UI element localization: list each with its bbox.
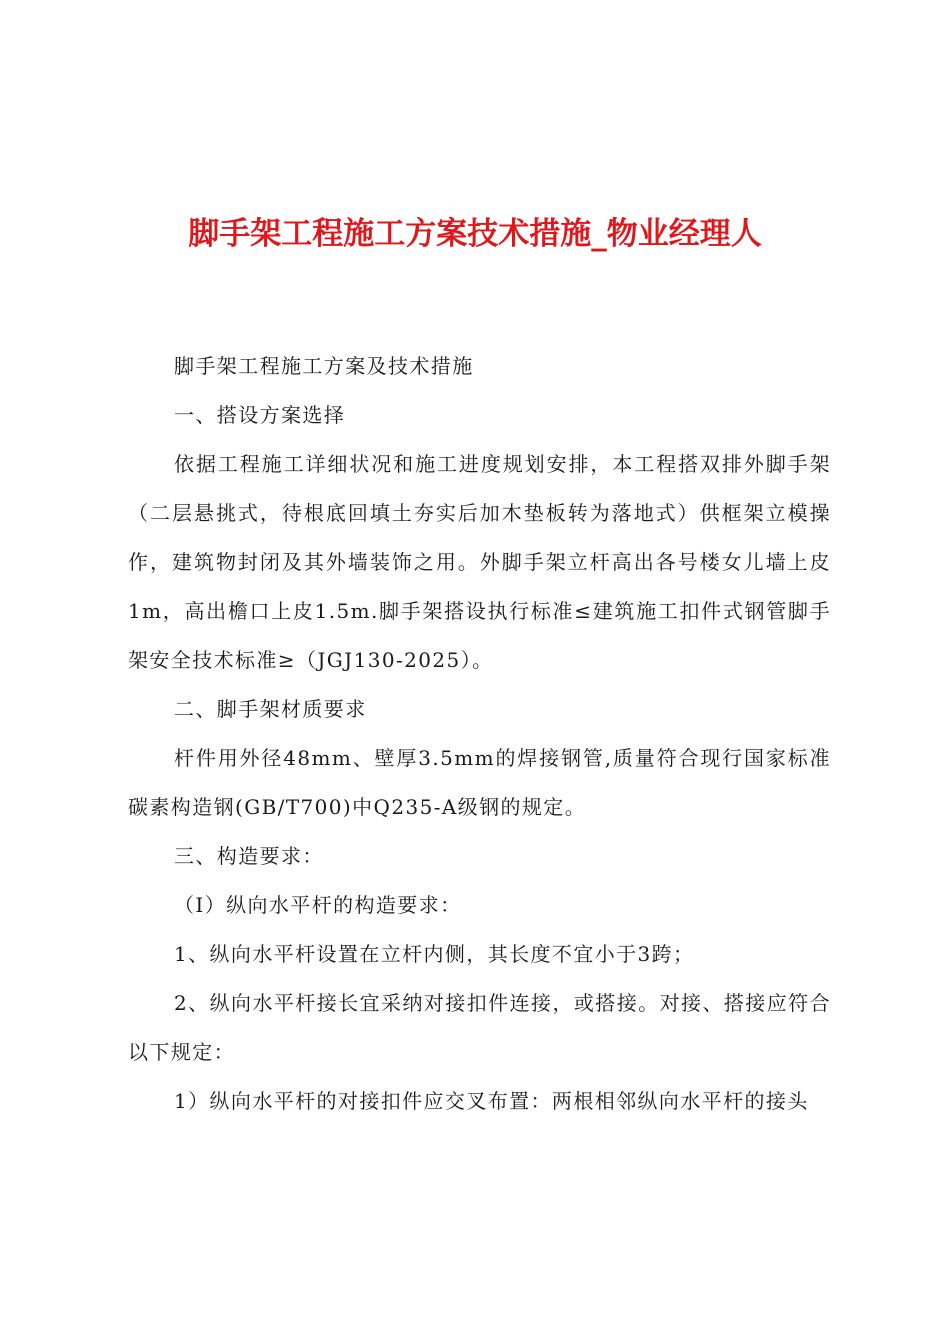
section-heading-3: 三、构造要求： [174,844,324,868]
list-item: 1）纵向水平杆的对接扣件应交叉布置：两根相邻纵向水平杆的接头 [174,1089,809,1113]
paragraph-material: 杆件用外径48mm、壁厚3.5mm的焊接钢管,质量符合现行国家标准碳素构造钢(GB/T700)中Q235-A级钢的规定。 [128,746,831,819]
section-heading-1: 一、搭设方案选择 [174,403,346,427]
document-body [128,342,831,1126]
document-title: 脚手架工程施工方案技术措施_物业经理人 [188,216,762,252]
list-item: 1、纵向水平杆设置在立杆内侧，其长度不宜小于3跨； [174,942,695,966]
list-item: 2、纵向水平杆接长宜采纳对接扣件连接，或搭接。对接、搭接应符合以下规定： [128,991,831,1064]
heading-main: 脚手架工程施工方案及技术措施 [174,354,474,378]
paragraph-scaffold-scheme: 依据工程施工详细状况和施工进度规划安排，本工程搭双排外脚手架（二层悬挑式，待根底回填土夯实后加木垫板转为落地式）供框架立模操作，建筑物封闭及其外墙装饰之用。外脚手架立杆高出各号楼女儿墙上皮1m，高出檐口上皮1.5m.脚手架搭设执行标准≤建筑施工扣件式钢管脚手架安全技术标准≥（JGJ130-2025）。 [128,452,831,672]
section-heading-2: 二、脚手架材质要求 [174,697,367,721]
subsection-heading: （Ⅰ）纵向水平杆的构造要求： [174,893,462,917]
